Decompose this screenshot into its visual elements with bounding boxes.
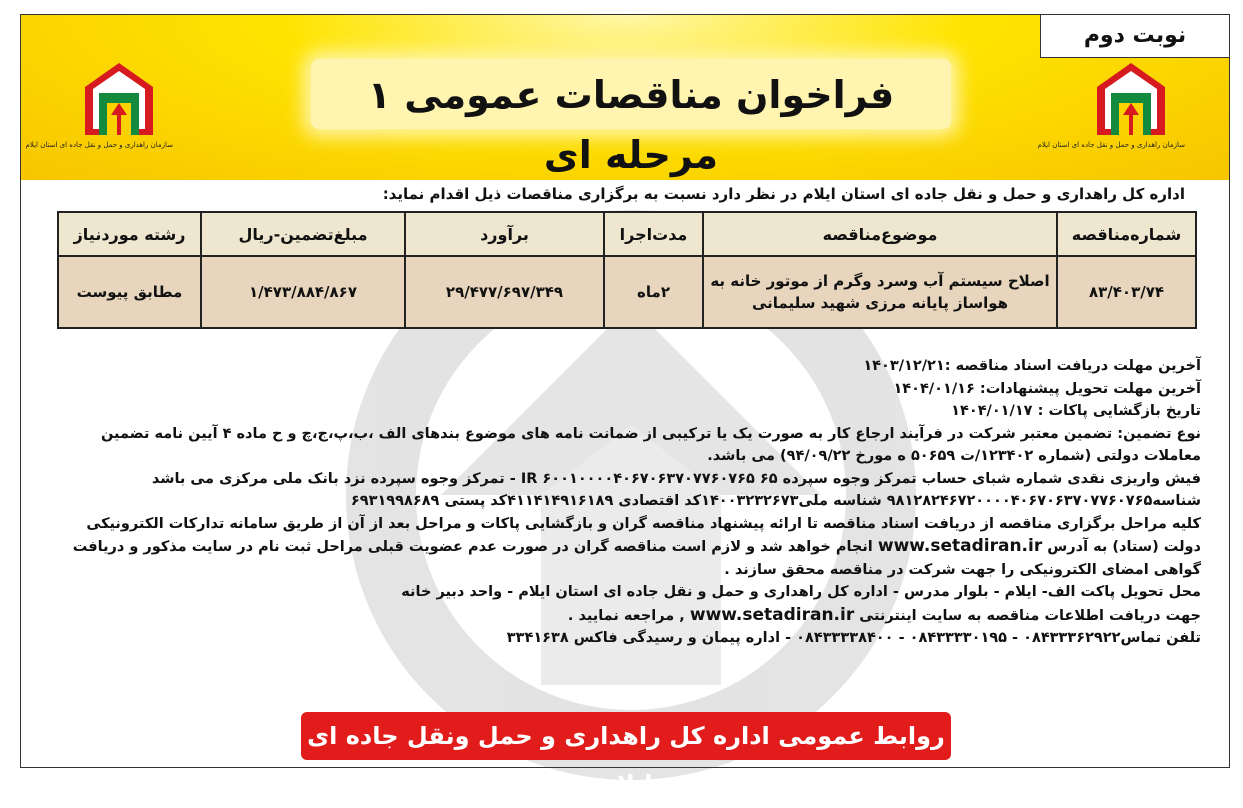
cell-subject: اصلاح سیستم آب وسرد وگرم از موتور خانه به هواساز پایانه مرزی شهید سلیمانی xyxy=(703,256,1057,328)
road-maintenance-logo-icon xyxy=(79,59,159,139)
contact-line: تلفن تماس۰۸۴۳۳۳۶۲۹۲۲ - ۰۸۴۳۳۳۳۰۱۹۵ - ۰۸۴۳۳۳۳۸۴۰۰ - اداره پیمان و رسیدگی فاکس ۳۳۴۱۶۳۸ xyxy=(506,630,1201,646)
cell-field: مطابق پیوست xyxy=(58,256,201,328)
col-header-guarantee: مبلغ‌تضمین-ریال xyxy=(201,212,405,256)
notice-frame xyxy=(20,14,1230,798)
delivery-location: محل تحویل پاکت الف- ایلام - بلوار مدرس - اداره کل راهداری و حمل و نقل جاده ای استان ایلام - واحد دبیر خانه xyxy=(401,584,1201,600)
logo-caption-left: سازمان راهداری و حمل و نقل جاده ای استان ایلام xyxy=(25,141,173,149)
col-header-duration: مدت‌اجرا xyxy=(604,212,703,256)
cell-number: ۸۳/۴۰۳/۷۴ xyxy=(1057,256,1196,328)
col-header-number: شماره‌مناقصه xyxy=(1057,212,1196,256)
page-title: فراخوان مناقصات عمومی ۱ مرحله ای xyxy=(367,73,895,177)
info-website-link[interactable]: www.setadiran.ir xyxy=(689,604,855,625)
col-header-field: رشته مورد‌نیاز xyxy=(58,212,201,256)
setad-website-link[interactable]: www.setadiran.ir xyxy=(877,536,1043,556)
deadline-offers: آخرین مهلت تحویل پیشنهادات: ۱۴۰۴/۰۱/۱۶ xyxy=(893,380,1201,397)
cell-duration: ۲ماه xyxy=(604,256,703,328)
organization-logo-left xyxy=(25,59,173,163)
process-info xyxy=(61,513,1201,582)
guarantee-type: نوع تضمین: تضمین معتبر شرکت در فرآیند ارجاع کار به صورت یک یا ترکیبی از ضمانت نامه های موضوع بندهای الف ،ب،پ،ج،چ و ح ماده ۴ آیین نامه تضمین معاملات دولتی (شماره ۱۲۳۴۰۲/ت ۵۰۶۵۹ ه مورخ ۹۴/۰۹/۲۲) می باشد. xyxy=(100,425,1201,464)
intro-text: اداره کل راهداری و حمل و نقل جاده ای استان ایلام در نظر دارد نسبت به برگزاری مناقصات ذیل اقدام نماید: xyxy=(382,185,1185,203)
organization-logo-right xyxy=(1037,59,1185,163)
info-line xyxy=(61,604,1201,628)
table-header-row xyxy=(58,212,1196,256)
notice-details xyxy=(61,355,1201,650)
payment-info: فیش واریزی نقدی شماره شبای حساب تمرکز وجوه سپرده ۶۵ IR ۶۰۰۱۰۰۰۰۴۰۶۷۰۶۳۷۰۷۷۶۰۷۶۵ - تمرکز وجوه سپرده نزد بانک ملی مرکزی می باشد شناسه۹۸۱۲۸۲۴۶۷۲۰۰۰۰۴۰۶۷۰۶۳۷۰۷۷۶۰۷۶۵ شناسه ملی۱۴۰۰۳۲۳۲۶۷۳کد اقتصادی ۴۱۱۴۱۴۹۱۶۱۸۹کد پستی ۶۹۳۱۹۹۸۶۸۹ xyxy=(151,470,1201,509)
tender-table xyxy=(57,211,1197,329)
logo-caption-right: سازمان راهداری و حمل و نقل جاده ای استان ایلام xyxy=(1037,141,1185,149)
opening-date: تاریخ بازگشایی پاکات : ۱۴۰۴/۰۱/۱۷ xyxy=(951,403,1201,419)
road-maintenance-logo-icon xyxy=(1091,59,1171,139)
footer-text: روابط عمومی اداره کل راهداری و حمل ونقل جاده ای ایلام xyxy=(307,722,945,798)
process-text-pre: کلیه مراحل برگزاری مناقصه از دریافت اسناد مناقصه تا ارائه پیشنهاد مناقصه گران و بازگشایی پاکات و مراحل بعد از آن از طریق سامانه تدارکات الکترونیکی دولت (ستاد) به آدرس xyxy=(86,515,1201,555)
cell-estimate: ۲۹/۴۷۷/۶۹۷/۳۴۹ xyxy=(405,256,604,328)
table-row xyxy=(58,256,1196,328)
deadline-documents: آخرین مهلت دریافت اسناد مناقصه :۱۴۰۳/۱۲/۲۱ xyxy=(863,358,1201,374)
publication-round-tag: نوبت دوم xyxy=(1040,14,1230,58)
process-text-post: انجام خواهد شد و لازم است مناقصه گران در صورت عدم عضویت قبلی مراحل ثبت نام در سایت مذکور و دریافت گواهی امضای الکترونیکی را جهت شرکت در مناقصه محقق سازند . xyxy=(72,539,1201,578)
info-text-post: , مراجعه نمایید . xyxy=(567,607,685,624)
info-text-pre: جهت دریافت اطلاعات مناقصه به سایت اینترنتی xyxy=(859,607,1201,624)
col-header-estimate: برآورد xyxy=(405,212,604,256)
col-header-subject: موضوع‌مناقصه xyxy=(703,212,1057,256)
cell-guarantee: ۱/۴۷۳/۸۸۴/۸۶۷ xyxy=(201,256,405,328)
